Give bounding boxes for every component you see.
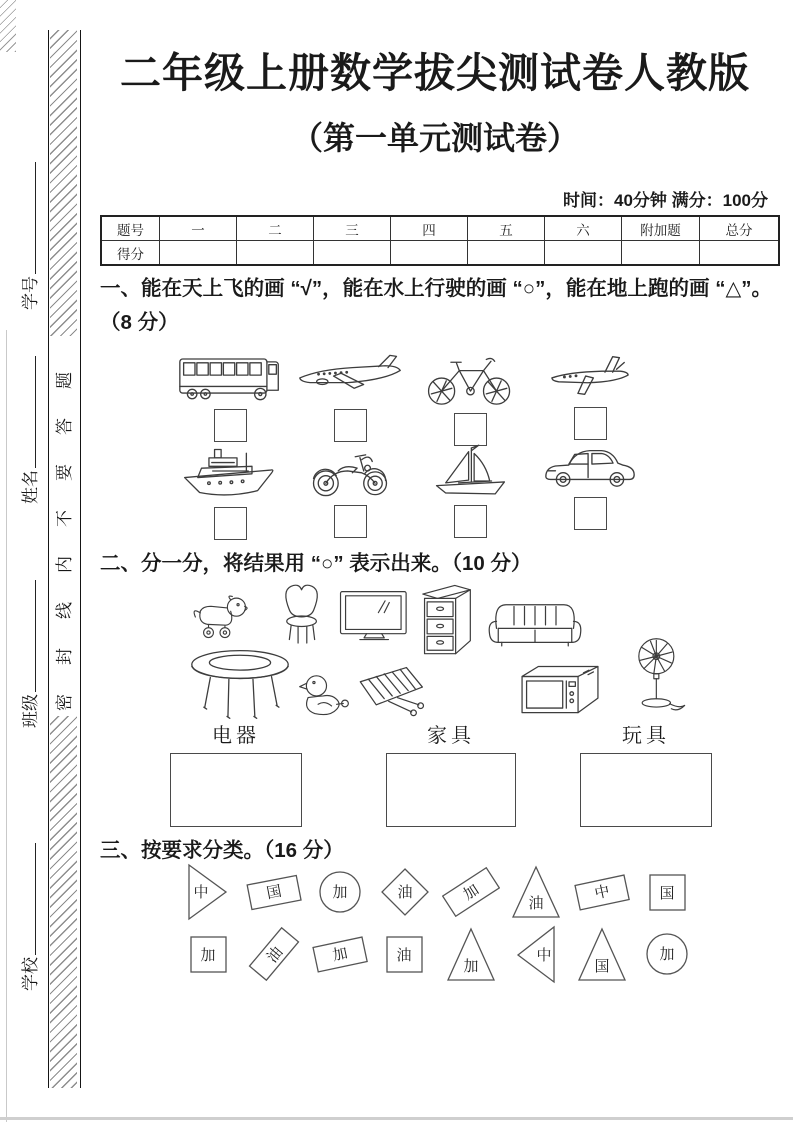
airplane-icon [296,352,404,402]
header-q5: 五 [468,216,545,241]
school-blank [21,843,36,955]
svg-text:油: 油 [397,885,413,901]
bicycle-icon [425,352,515,406]
page-subtitle: （第一单元测试卷） [290,120,579,156]
header-question-number: 题号 [101,216,160,241]
header-q1: 一 [160,216,237,241]
question1-text: 一、能在天上飞的画 “√”，能在水上行驶的画 “○”，能在地上跑的画 “△”。（8 分） [100,277,772,334]
name-label: 姓名 [21,470,40,504]
q1-item-car [530,442,650,540]
table-icon [188,646,292,722]
header-q3: 三 [314,216,391,241]
score-cell [468,241,545,266]
question3-row2 [180,922,696,986]
tilted-rectangle-shape [245,922,303,986]
category-furniture [386,722,516,827]
name-field [20,332,42,504]
seal-hatch-top [50,30,77,336]
student-number-label: 学号 [21,276,40,310]
header-total: 总分 [700,216,780,241]
time-and-score-info: 时间：40分钟 满分：100分 [563,191,768,210]
category-furniture-label: 家具 [427,725,475,747]
answer-square [214,409,247,442]
score-cell [622,241,700,266]
category-furniture-box [386,753,516,827]
page-title: 二年级上册数学拔尖测试卷人教版 [120,50,750,96]
tilted-rectangle-shape [442,862,500,922]
q1-item-motorcycle [290,442,410,540]
svg-text:中: 中 [536,948,552,964]
question1-row1 [170,352,650,446]
svg-text:油: 油 [396,948,412,964]
question2-text: 二、分一分，将结果用 “○” 表示出来。（10 分） [100,552,532,575]
microwave-icon [518,662,602,718]
svg-text:油: 油 [264,944,287,967]
q1-item-ship [170,442,290,540]
svg-text:加: 加 [200,948,216,964]
svg-text:油: 油 [528,896,544,912]
tilted-rectangle-shape [311,922,369,986]
header-q4: 四 [391,216,468,241]
svg-text:国: 国 [659,886,675,902]
motorcycle-icon [305,442,395,498]
class-field [20,556,42,728]
toy-duck-icon [298,672,350,719]
answer-square [334,409,367,442]
name-blank [21,356,36,468]
svg-text:加: 加 [332,885,348,901]
circle-shape [311,862,369,922]
student-number-blank [21,162,36,274]
triangle-right-shape [180,862,238,922]
question3-text: 三、按要求分类。（16 分） [100,839,344,862]
sofa-icon [486,598,584,650]
jet-plane-icon [549,352,631,400]
square-shape [180,922,238,986]
page-edge-line [6,330,7,1122]
seal-warning-text: 密封线内不要答题 [55,343,74,711]
category-toys-box [580,753,712,827]
q1-item-airplane [290,352,410,446]
score-cell [700,241,780,266]
ship-icon [180,442,280,500]
svg-text:加: 加 [463,959,479,975]
answer-square [574,497,607,530]
class-blank [21,580,36,692]
seal-hatch-bottom [50,716,77,1088]
score-label: 得分 [101,241,160,266]
chair-icon [278,582,326,650]
question1-row2 [170,442,650,540]
category-toys-label: 玩具 [622,725,670,747]
svg-text:中: 中 [193,885,209,901]
svg-text:加: 加 [659,947,675,963]
square-shape [638,862,696,922]
triangle-left-shape [507,922,565,986]
svg-text:国: 国 [594,959,610,975]
answer-square [574,407,607,440]
triangle-up-shape [573,922,631,986]
score-table-score-row [101,241,779,266]
sailboat-icon [431,442,509,498]
q1-item-bicycle [410,352,530,446]
header-bonus: 附加题 [622,216,700,241]
xylophone-icon [354,664,434,719]
triangle-up-shape [442,922,500,986]
score-table-header-row [101,216,779,241]
bus-icon [177,352,283,402]
tv-icon [338,588,412,644]
score-cell [314,241,391,266]
header-q2: 二 [237,216,314,241]
header-q6: 六 [545,216,622,241]
answer-square [334,505,367,538]
school-field [20,819,42,991]
svg-text:国: 国 [265,883,284,903]
fan-icon [628,630,688,720]
cabinet-icon [420,582,474,658]
class-label: 班级 [21,694,40,728]
q1-item-sailboat [410,442,530,540]
score-cell [237,241,314,266]
scan-corner-hatch [0,0,16,52]
student-number-field [20,138,42,310]
q1-item-bus [170,352,290,446]
tilted-rectangle-shape [245,862,303,922]
svg-text:加: 加 [460,882,482,904]
category-toys [580,722,712,827]
diamond-shape [376,862,434,922]
question3-row1 [180,862,696,922]
circle-shape [638,922,696,986]
answer-square [454,505,487,538]
category-appliances-box [170,753,302,827]
score-cell [160,241,237,266]
svg-text:中: 中 [592,883,611,903]
category-appliances [170,722,302,827]
square-shape [376,922,434,986]
score-cell [391,241,468,266]
page-bottom-edge [0,1117,793,1120]
school-label: 学校 [21,957,40,991]
category-appliances-label: 电器 [212,725,260,747]
q1-item-jet [530,352,650,446]
answer-square [214,507,247,540]
svg-text:加: 加 [331,945,350,965]
car-icon [542,442,638,490]
triangle-up-shape [507,862,565,922]
score-cell [545,241,622,266]
tilted-rectangle-shape [573,862,631,922]
toy-dog-icon [188,593,252,641]
score-table [100,215,780,266]
